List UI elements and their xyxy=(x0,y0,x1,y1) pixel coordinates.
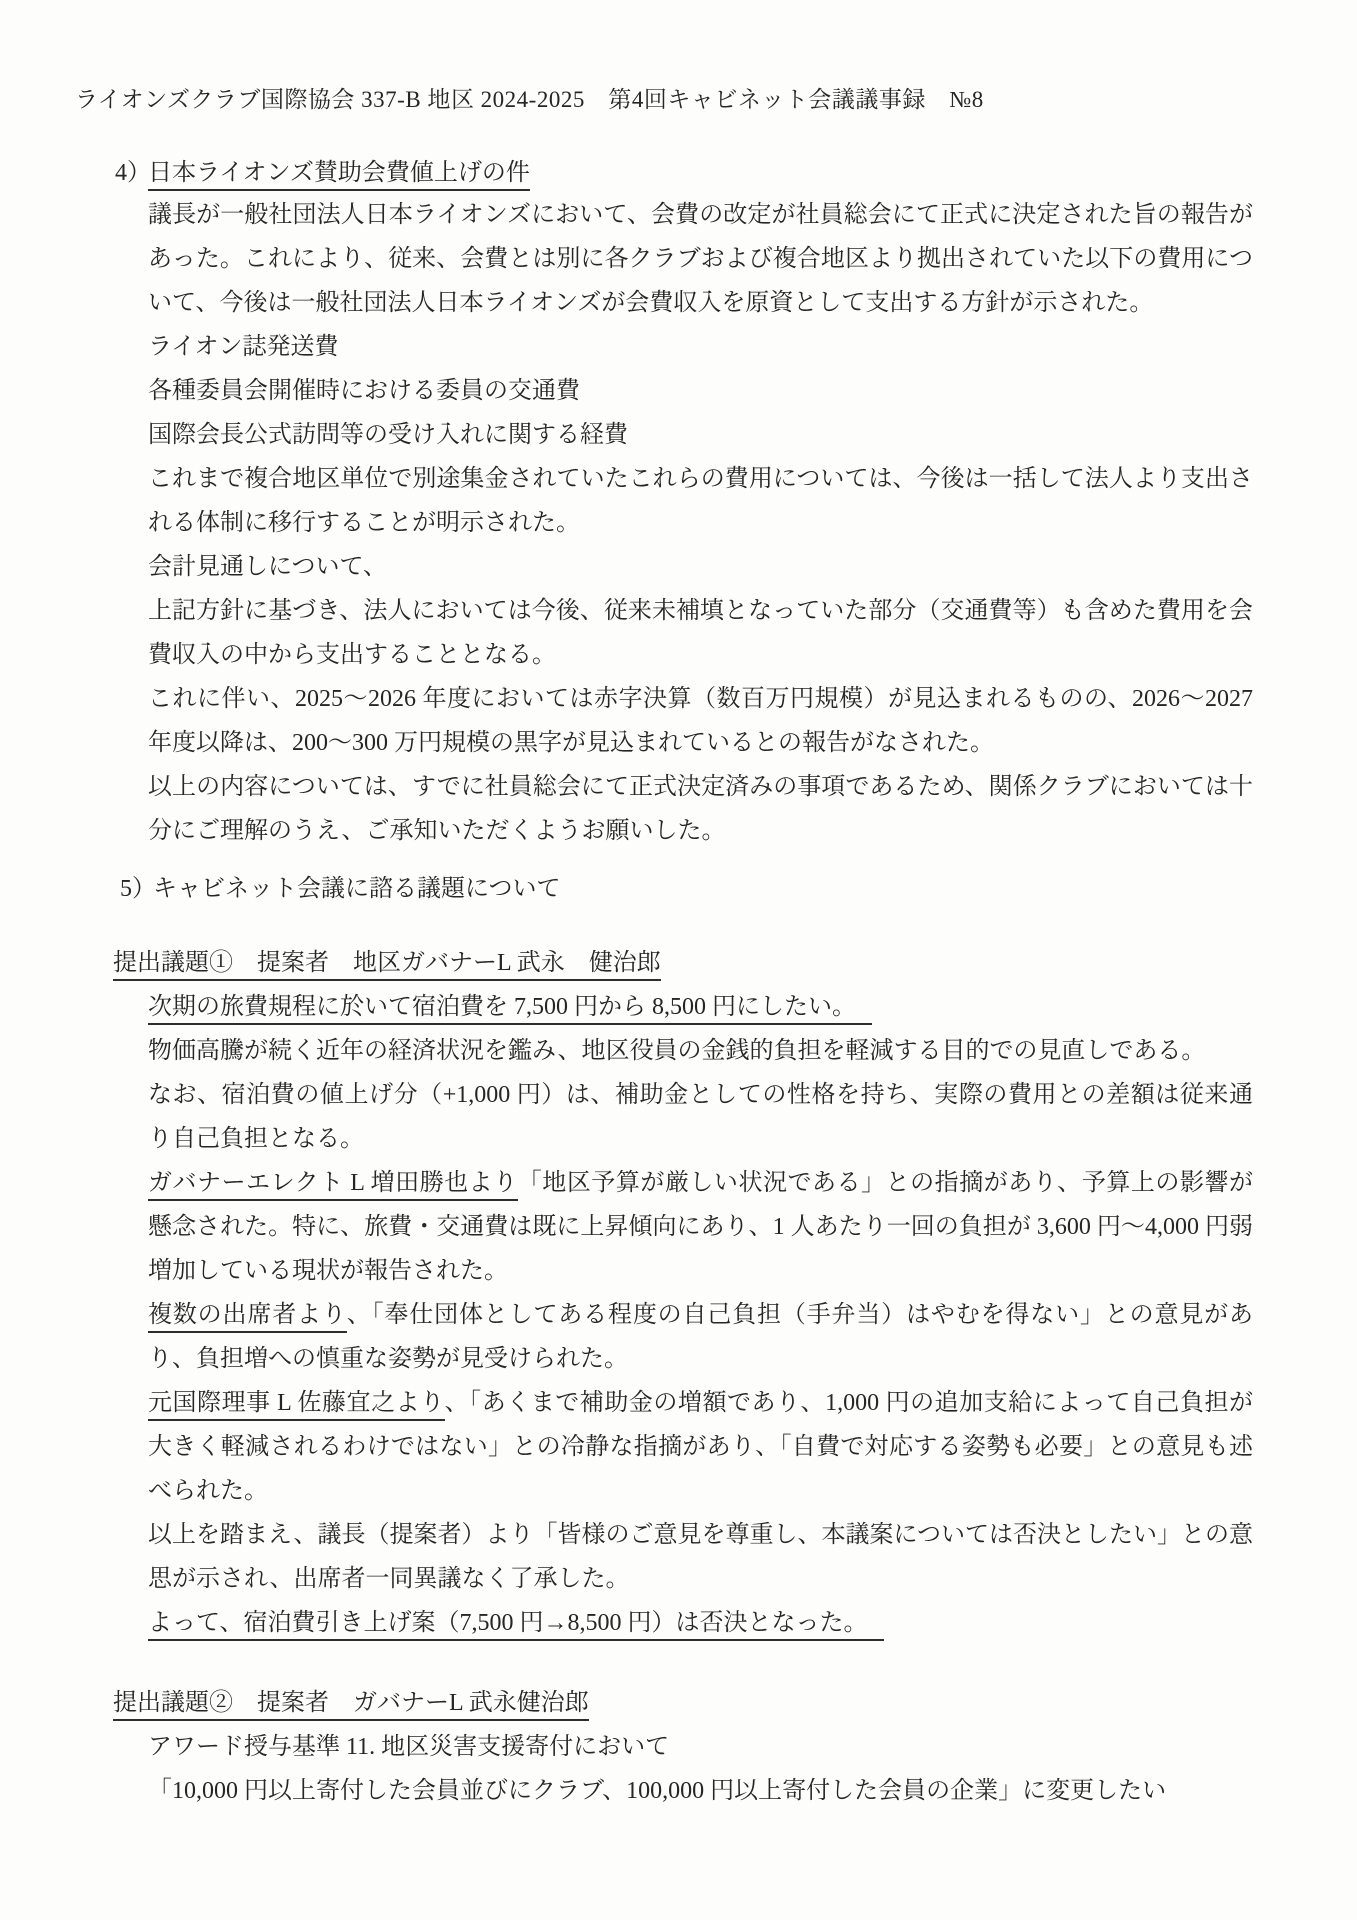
section-4-heading xyxy=(115,153,1357,193)
paragraph-closing: 以上の内容については、すでに社員総会にて正式決定済みの事項であるため、関係クラブにおいては十分にご理解のうえ、ご承知いただくようお願いした。 xyxy=(148,774,1253,844)
paragraph-background: 物価高騰が続く近年の経済状況を鑑み、地区役員の金銭的負担を軽減する目的での見直しである。 xyxy=(148,1038,1206,1064)
paragraph-decision: 以上を踏まえ、議長（提案者）より「皆様のご意見を尊重し、本議案については否決としたい」との意思が示され、出席者一同異議なく了承した。 xyxy=(148,1522,1253,1592)
agenda-1-proposal: 次期の旅費規程に於いて宿泊費を 7,500 円から 8,500 円にしたい。 xyxy=(148,985,1253,1029)
remark-speaker: 元国際理事 L 佐藤宜之より xyxy=(148,1390,445,1421)
objection-speaker: ガバナーエレクト L 増田勝也より xyxy=(148,1170,518,1201)
section-4-number: 4） xyxy=(115,160,151,186)
paragraph-objection: ガバナーエレクト L 増田勝也より「地区予算が厳しい状況である」との指摘があり、予算上の影響が懸念された。特に、旅費・交通費は既に上昇傾向にあり、1 人あたり一回の負担が 3,600 円～4,000 円弱増加している現状が報告された。 xyxy=(148,1170,1253,1284)
agenda-2-heading xyxy=(113,1681,1357,1725)
section-5-title: キャビネット会議に諮る議題について xyxy=(153,876,561,902)
section-5-heading xyxy=(120,867,1357,911)
section-4-body xyxy=(148,193,1253,853)
section-4-title: 日本ライオンズ賛助会費値上げの件 xyxy=(148,160,530,191)
agenda-1-resolution: よって、宿泊費引き上げ案（7,500 円→8,500 円）は否決となった。 xyxy=(148,1601,1253,1645)
paragraph-report: 議長が一般社団法人日本ライオンズにおいて、会費の改定が社員総会にて正式に決定された旨の報告があった。これにより、従来、会費とは別に各クラブおよび複合地区より拠出されていた以下の費用について、今後は一般社団法人日本ライオンズが会費収入を原資として支出する方針が示された。 xyxy=(148,202,1253,316)
agenda-1-body xyxy=(148,985,1253,1645)
expense-item: ライオン誌発送費 xyxy=(148,334,339,360)
agenda-1-heading-text: 提出議題① 提案者 地区ガバナーL 武永 健治郎 xyxy=(113,950,661,981)
agenda-1-heading xyxy=(113,941,1357,985)
paragraph-subsidy: なお、宿泊費の値上げ分（+1,000 円）は、補助金としての性格を持ち、実際の費用との差額は従来通り自己負担となる。 xyxy=(148,1082,1253,1152)
agenda-2-heading-text: 提出議題② 提案者 ガバナーL 武永健治郎 xyxy=(113,1690,589,1721)
expense-item: 国際会長公式訪問等の受け入れに関する経費 xyxy=(148,422,628,448)
agenda-2-change-line: 「10,000 円以上寄付した会員並びにクラブ、100,000 円以上寄付した会員の企業」に変更したい xyxy=(148,1778,1167,1804)
agenda-2-body xyxy=(148,1725,1253,1813)
paragraph-accounting-intro: 会計見通しについて、 xyxy=(148,554,388,580)
paragraph-transition: これまで複合地区単位で別途集金されていたこれらの費用については、今後は一括して法人より支出される体制に移行することが明示された。 xyxy=(148,466,1253,536)
expense-item: 各種委員会開催時における委員の交通費 xyxy=(148,378,580,404)
section-5-number: 5） xyxy=(120,876,156,902)
opinion-speaker: 複数の出席者より xyxy=(148,1302,347,1333)
document-title: ライオンズクラブ国際協会 337-B 地区 2024-2025 第4回キャビネット会議議事録 №8 xyxy=(75,87,984,112)
paragraph-forecast: これに伴い、2025～2026 年度においては赤字決算（数百万円規模）が見込まれるものの、2026～2027 年度以降は、200～300 万円規模の黒字が見込まれているとの報告がなされた。 xyxy=(148,686,1253,756)
paragraph-policy: 上記方針に基づき、法人においては今後、従来未補填となっていた部分（交通費等）も含めた費用を会費収入の中から支出することとなる。 xyxy=(148,598,1253,668)
agenda-2-award-line: アワード授与基準 11. 地区災害支援寄付において xyxy=(148,1734,670,1760)
paragraph-remark: 元国際理事 L 佐藤宜之より、「あくまで補助金の増額であり、1,000 円の追加支給によって自己負担が大きく軽減されるわけではない」との冷静な指摘があり、「自費で対応する姿勢も必要」との意見も述べられた。 xyxy=(148,1390,1253,1504)
paragraph-opinion: 複数の出席者より、「奉仕団体としてある程度の自己負担（手弁当）はやむを得ない」との意見があり、負担増への慎重な姿勢が見受けられた。 xyxy=(148,1302,1254,1372)
